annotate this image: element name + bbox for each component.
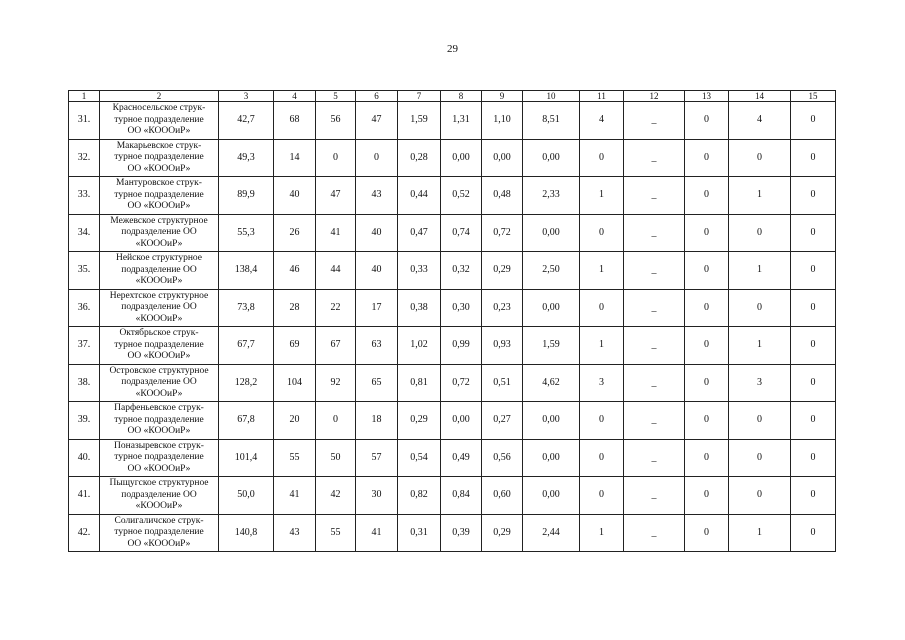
table-cell: 0,27 — [482, 402, 523, 440]
table-cell: 140,8 — [219, 514, 274, 552]
organization-name-line: «КОООиР» — [135, 313, 183, 324]
table-cell: 0,28 — [398, 139, 441, 177]
column-header: 2 — [100, 91, 219, 102]
table-cell: _ — [624, 514, 685, 552]
table-cell: 0 — [791, 289, 836, 327]
table-cell: _ — [624, 289, 685, 327]
table-cell: 0,48 — [482, 177, 523, 215]
table-cell: 0 — [685, 289, 729, 327]
table-cell: 0 — [685, 514, 729, 552]
table-cell: 101,4 — [219, 439, 274, 477]
table-cell: _ — [624, 252, 685, 290]
column-header: 5 — [316, 91, 356, 102]
row-number: 37. — [69, 327, 100, 365]
organization-name — [100, 214, 219, 252]
column-header: 1 — [69, 91, 100, 102]
table-cell: 0 — [580, 214, 624, 252]
table-cell: 0,00 — [523, 214, 580, 252]
table-cell: 67,8 — [219, 402, 274, 440]
table-cell: 69 — [274, 327, 316, 365]
table-cell: 0 — [685, 139, 729, 177]
table-cell: 138,4 — [219, 252, 274, 290]
table-cell: 55,3 — [219, 214, 274, 252]
table-cell: 0 — [685, 364, 729, 402]
table-cell: 0 — [791, 102, 836, 140]
table-cell: 20 — [274, 402, 316, 440]
table-cell: 57 — [356, 439, 398, 477]
table-row — [69, 177, 836, 215]
table-cell: 0,00 — [482, 139, 523, 177]
table-cell: 0,81 — [398, 364, 441, 402]
table-cell: 0,44 — [398, 177, 441, 215]
table-cell: _ — [624, 139, 685, 177]
table-cell: 0,33 — [398, 252, 441, 290]
table-cell: 4,62 — [523, 364, 580, 402]
table-cell: 0,60 — [482, 477, 523, 515]
table-cell: 44 — [316, 252, 356, 290]
table-cell: 1 — [729, 252, 791, 290]
table-cell: 0 — [316, 139, 356, 177]
table-cell: 8,51 — [523, 102, 580, 140]
table-cell: 40 — [356, 252, 398, 290]
table-row — [69, 477, 836, 515]
table-cell: _ — [624, 364, 685, 402]
table-cell: 0 — [356, 139, 398, 177]
table-cell: 0 — [685, 214, 729, 252]
organization-name-line: Пыщугское структурное — [109, 478, 209, 488]
table-row — [69, 514, 836, 552]
row-number: 40. — [69, 439, 100, 477]
table-cell: 0 — [685, 327, 729, 365]
table-cell: 4 — [580, 102, 624, 140]
organization-name-line: ОО «КОООиР» — [127, 201, 191, 211]
organization-name — [100, 402, 219, 440]
organization-name-line: турное подразделение — [114, 414, 204, 425]
table-cell: 73,8 — [219, 289, 274, 327]
table-cell: 0,39 — [441, 514, 482, 552]
table-cell: 43 — [274, 514, 316, 552]
organization-name — [100, 439, 219, 477]
table-cell: 0 — [791, 402, 836, 440]
organization-name-line: Солигаличское струк- — [114, 515, 204, 526]
table-cell: 50 — [316, 439, 356, 477]
table-cell: 0,00 — [523, 439, 580, 477]
table-cell: _ — [624, 477, 685, 515]
table-cell: 14 — [274, 139, 316, 177]
organization-name-line: «КОООиР» — [135, 388, 183, 399]
organization-name-line: ОО «КОООиР» — [127, 351, 191, 361]
table-cell: 0,23 — [482, 289, 523, 327]
row-number: 41. — [69, 477, 100, 515]
row-number: 42. — [69, 514, 100, 552]
column-header: 3 — [219, 91, 274, 102]
table-body — [69, 102, 836, 552]
organization-name — [100, 514, 219, 552]
row-number: 39. — [69, 402, 100, 440]
table-cell: 2,50 — [523, 252, 580, 290]
column-header: 10 — [523, 91, 580, 102]
table-cell: 0,30 — [441, 289, 482, 327]
organization-name — [100, 102, 219, 140]
table-cell: 0 — [791, 439, 836, 477]
table-row — [69, 289, 836, 327]
table-cell: 1,59 — [398, 102, 441, 140]
table-cell: 0,00 — [441, 139, 482, 177]
table-cell: 3 — [580, 364, 624, 402]
table-cell: 0 — [685, 402, 729, 440]
table-row — [69, 252, 836, 290]
table-cell: _ — [624, 327, 685, 365]
organization-name-line: «КОООиР» — [135, 276, 183, 286]
table-cell: 0,00 — [523, 402, 580, 440]
table-cell: 56 — [316, 102, 356, 140]
table-cell: 63 — [356, 327, 398, 365]
table-row — [69, 439, 836, 477]
table-cell: 30 — [356, 477, 398, 515]
table-cell: 0 — [580, 289, 624, 327]
table-cell: 0 — [580, 139, 624, 177]
table-cell: 92 — [316, 364, 356, 402]
table-cell: 0,54 — [398, 439, 441, 477]
table-cell: 0 — [729, 139, 791, 177]
table-cell: 0,38 — [398, 289, 441, 327]
table-cell: 0,00 — [523, 477, 580, 515]
table-cell: 0,00 — [523, 139, 580, 177]
table-cell: 0,47 — [398, 214, 441, 252]
table-cell: 1 — [729, 327, 791, 365]
table-row — [69, 364, 836, 402]
table-cell: 65 — [356, 364, 398, 402]
table-cell: 41 — [356, 514, 398, 552]
table-cell: 0 — [729, 289, 791, 327]
table-row — [69, 402, 836, 440]
organization-name-line: Поназыревское струк- — [114, 440, 204, 451]
organization-name-line: ОО «КОООиР» — [127, 426, 191, 436]
column-header: 11 — [580, 91, 624, 102]
column-header: 9 — [482, 91, 523, 102]
column-header: 8 — [441, 91, 482, 102]
table-cell: 0,82 — [398, 477, 441, 515]
table-cell: 1 — [729, 514, 791, 552]
table-cell: 0,31 — [398, 514, 441, 552]
table-cell: 128,2 — [219, 364, 274, 402]
table-cell: 0,74 — [441, 214, 482, 252]
organization-name-line: турное подразделение — [114, 114, 204, 125]
column-header: 4 — [274, 91, 316, 102]
table-cell: 22 — [316, 289, 356, 327]
table-cell: 42,7 — [219, 102, 274, 140]
organization-name — [100, 477, 219, 515]
organization-name-line: Макарьевское струк- — [116, 140, 202, 151]
organization-name-line: Парфеньевское струк- — [114, 403, 204, 413]
table-row — [69, 327, 836, 365]
table-cell: 0 — [580, 439, 624, 477]
organization-name-line: Красносельское струк- — [112, 103, 206, 113]
table-cell: 0 — [580, 402, 624, 440]
table-cell: 0 — [791, 327, 836, 365]
table-cell: 1 — [729, 177, 791, 215]
column-header: 13 — [685, 91, 729, 102]
organization-name-line: ОО «КОООиР» — [127, 163, 191, 174]
table-cell: 18 — [356, 402, 398, 440]
column-header: 14 — [729, 91, 791, 102]
row-number: 33. — [69, 177, 100, 215]
table-cell: 55 — [316, 514, 356, 552]
table-cell: 0,72 — [482, 214, 523, 252]
table-cell: 55 — [274, 439, 316, 477]
table-cell: 0,56 — [482, 439, 523, 477]
table-cell: 104 — [274, 364, 316, 402]
table-cell: 0 — [729, 477, 791, 515]
row-number: 38. — [69, 364, 100, 402]
table-cell: 0 — [685, 477, 729, 515]
table-cell: 0 — [729, 214, 791, 252]
row-number: 34. — [69, 214, 100, 252]
organization-name-line: Островское структурное — [109, 365, 209, 376]
organization-name-line: «КОООиР» — [135, 238, 183, 249]
organization-name-line: Межевское структурное — [110, 215, 208, 226]
table-cell: 50,0 — [219, 477, 274, 515]
table-row — [69, 139, 836, 177]
table-cell: 0,84 — [441, 477, 482, 515]
header-row — [69, 91, 836, 102]
table-cell: 0 — [580, 477, 624, 515]
table-cell: 1 — [580, 177, 624, 215]
organization-name-line: ОО «КОООиР» — [127, 126, 191, 136]
organization-name-line: турное подразделение — [114, 452, 204, 462]
column-header: 12 — [624, 91, 685, 102]
table-cell: 4 — [729, 102, 791, 140]
table-cell: 0 — [791, 177, 836, 215]
table-cell: 28 — [274, 289, 316, 327]
table-cell: 1,59 — [523, 327, 580, 365]
table-cell: 17 — [356, 289, 398, 327]
table-cell: 1,10 — [482, 102, 523, 140]
organization-name — [100, 139, 219, 177]
table-cell: 0 — [791, 139, 836, 177]
table-cell: 0,52 — [441, 177, 482, 215]
table-cell: 0,29 — [482, 252, 523, 290]
organization-name-line: подразделение ОО — [121, 377, 197, 387]
organization-name-line: турное подразделение — [114, 189, 204, 200]
organization-name-line: подразделение ОО — [121, 227, 197, 237]
organization-name-line: подразделение ОО — [121, 489, 197, 500]
organization-name — [100, 252, 219, 290]
table-cell: 0,29 — [482, 514, 523, 552]
table-row — [69, 214, 836, 252]
table-cell: 0,32 — [441, 252, 482, 290]
table-cell: 0,00 — [441, 402, 482, 440]
table-cell: 2,44 — [523, 514, 580, 552]
organization-name — [100, 327, 219, 365]
table-cell: _ — [624, 102, 685, 140]
organization-name-line: подразделение ОО — [121, 264, 197, 275]
organization-name — [100, 289, 219, 327]
table-cell: 0,00 — [523, 289, 580, 327]
organization-name-line: Мантуровское струк- — [116, 178, 202, 188]
table-cell: 68 — [274, 102, 316, 140]
table-cell: 0 — [685, 252, 729, 290]
table-cell: _ — [624, 177, 685, 215]
organization-name-line: турное подразделение — [114, 152, 204, 162]
table-cell: 2,33 — [523, 177, 580, 215]
organization-name-line: Нейское структурное — [115, 253, 202, 263]
table-cell: 1 — [580, 252, 624, 290]
table-cell: 89,9 — [219, 177, 274, 215]
table-cell: 0,29 — [398, 402, 441, 440]
table-cell: 0 — [791, 477, 836, 515]
row-number: 32. — [69, 139, 100, 177]
table-cell: 67 — [316, 327, 356, 365]
organization-name-line: Октябрьское струк- — [119, 328, 199, 338]
table-cell: 42 — [316, 477, 356, 515]
table-cell: 0 — [685, 439, 729, 477]
table-cell: 1,31 — [441, 102, 482, 140]
table-cell: 0 — [685, 177, 729, 215]
table-cell: 0 — [791, 252, 836, 290]
table-cell: 0,99 — [441, 327, 482, 365]
table-cell: 47 — [316, 177, 356, 215]
organization-name — [100, 364, 219, 402]
table-cell: 41 — [316, 214, 356, 252]
column-header: 15 — [791, 91, 836, 102]
row-number: 35. — [69, 252, 100, 290]
table-cell: 1 — [580, 327, 624, 365]
table-cell: 1 — [580, 514, 624, 552]
table-cell: 43 — [356, 177, 398, 215]
table-cell: 46 — [274, 252, 316, 290]
table-cell: 67,7 — [219, 327, 274, 365]
table-cell: 41 — [274, 477, 316, 515]
organization-name-line: турное подразделение — [114, 527, 204, 537]
column-header: 7 — [398, 91, 441, 102]
table-cell: 3 — [729, 364, 791, 402]
row-number: 31. — [69, 102, 100, 140]
table-cell: 0,93 — [482, 327, 523, 365]
data-table — [68, 90, 836, 552]
table-cell: 26 — [274, 214, 316, 252]
column-header: 6 — [356, 91, 398, 102]
table-cell: _ — [624, 439, 685, 477]
table-cell: 0 — [791, 364, 836, 402]
table-cell: 0 — [791, 214, 836, 252]
table-cell: 0 — [685, 102, 729, 140]
table-cell: 40 — [356, 214, 398, 252]
table-cell: _ — [624, 214, 685, 252]
organization-name-line: подразделение ОО — [121, 302, 197, 312]
page-number: 29 — [447, 43, 458, 55]
table-cell: 0,72 — [441, 364, 482, 402]
table-row — [69, 102, 836, 140]
table-cell: 49,3 — [219, 139, 274, 177]
table-cell: 0,49 — [441, 439, 482, 477]
organization-name-line: «КОООиР» — [135, 501, 183, 511]
row-number: 36. — [69, 289, 100, 327]
table-cell: 0 — [791, 514, 836, 552]
organization-name-line: турное подразделение — [114, 339, 204, 350]
table-cell: 0 — [729, 439, 791, 477]
organization-name — [100, 177, 219, 215]
table-cell: 0,51 — [482, 364, 523, 402]
table-cell: 40 — [274, 177, 316, 215]
table-cell: 0 — [729, 402, 791, 440]
organization-name-line: ОО «КОООиР» — [127, 538, 191, 549]
organization-name-line: Нерехтское структурное — [109, 290, 209, 301]
table-cell: 1,02 — [398, 327, 441, 365]
table-cell: 47 — [356, 102, 398, 140]
organization-name-line: ОО «КОООиР» — [127, 463, 191, 474]
table-cell: _ — [624, 402, 685, 440]
table-cell: 0 — [316, 402, 356, 440]
